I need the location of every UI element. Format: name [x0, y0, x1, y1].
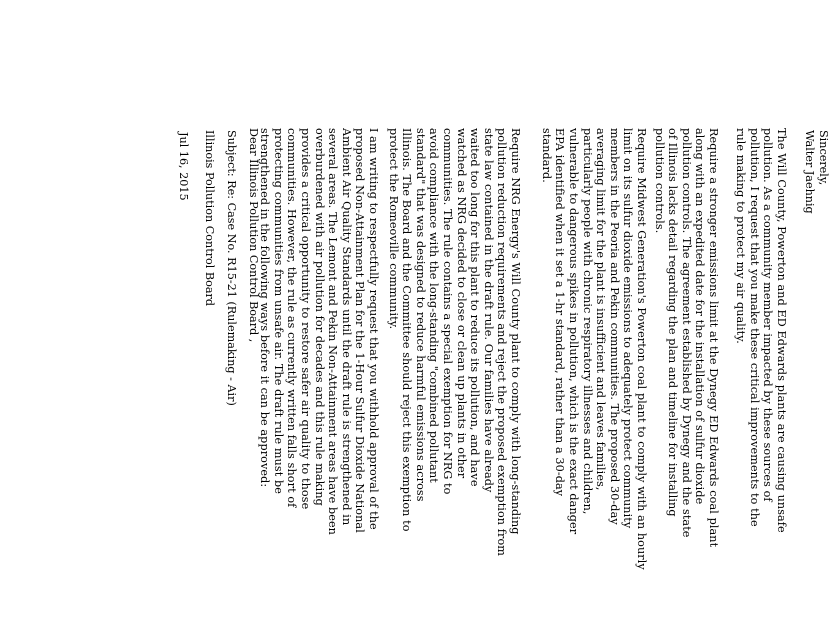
- paragraph-line: standard" that was designed to reduce harmful emissions across: [413, 128, 427, 502]
- recipient-text: Illinois Pollution Control Board: [203, 130, 216, 307]
- paragraph-line: pollution controls. The agreement established by Dynegy and the state: [679, 128, 693, 538]
- salutation-text: Dear Illinois Pollution Control Board ,: [247, 128, 260, 343]
- paragraph-line: Require Midwest Generation's Powerton coal plant to comply with an hourly: [635, 128, 648, 570]
- paragraph-line: pollution. As a community member impacted by these sources of: [761, 128, 775, 502]
- letter-recipient: [202, 130, 216, 306]
- paragraph-line: I am writing to respectfully request that you withhold approval of the: [367, 128, 380, 530]
- paragraph-intro: [258, 128, 380, 618]
- paragraph-line: pollution reduction requirements and reject the proposed exemption from: [495, 128, 509, 557]
- paragraph-line: several areas. The Lemont and Pekin Non-Attainment areas have been: [326, 128, 340, 535]
- paragraph-powerton: [539, 128, 648, 618]
- letter-date: [176, 132, 190, 201]
- paragraph-line: standard.: [539, 128, 553, 183]
- paragraph-line: The Will County, Powerton and ED Edwards plants are causing unsafe: [775, 128, 788, 533]
- paragraph-line: provides a critical opportunity to restore safer air quality to those: [299, 128, 313, 510]
- paragraph-ed-edwards: [652, 128, 720, 618]
- paragraph-line: protecting communities from unsafe air. The draft rule must be: [271, 128, 285, 494]
- paragraph-line: avoid compliance with the long-standing "combined pollutant: [427, 128, 441, 483]
- paragraph-line: state law contained in the draft rule. Our families have already: [481, 128, 495, 493]
- paragraph-line: waited too long for this plant to reduce its pollution, and have: [468, 128, 482, 487]
- paragraph-line: of Illinois lacks detail regarding the plan and timeline for installing: [666, 128, 680, 517]
- paragraph-line: members in the Peoria and Pekin communities. The proposed 30-day: [607, 128, 621, 525]
- paragraph-line: communities. The rule contains a special exemption for NRG to: [441, 128, 455, 495]
- paragraph-line: particularly people with chronic respiratory illnesses and children,: [580, 128, 594, 515]
- paragraph-line: along with an expedited date for the installation of sulfur dioxide: [693, 128, 707, 505]
- subject-text: Subject: Re: Case No. R15-21 (Rulemaking - Air): [225, 130, 238, 406]
- closing-block: [803, 130, 830, 214]
- closing-text: Sincerely,: [817, 130, 830, 186]
- signature-text: Walter Jaehnig: [803, 130, 817, 214]
- paragraph-line: averaging limit for the plant is insufficient and leaves families,: [594, 128, 608, 491]
- paragraph-line: EPA identified when it set a 1-hr standard, rather than a 30-day: [553, 128, 567, 497]
- paragraph-nrg-will-county: [386, 128, 522, 618]
- date-text: Jul 16, 2015: [177, 132, 190, 201]
- paragraph-line: communities. However, the rule as currently written falls short of: [285, 128, 299, 508]
- paragraph-line: pollution, I request that you make these critical improvements to the: [747, 128, 761, 527]
- paragraph-line: strengthened in the following ways before it can be approved:: [258, 128, 272, 488]
- paragraph-line: Ambient Air Quality Standards until the draft rule is strengthened in: [339, 128, 353, 526]
- paragraph-line: proposed Non-Attainment Plan for the 1-Hour Sulfur Dioxide National: [353, 128, 367, 533]
- paragraph-line: watched as NRG decided to close or clean up plants in other: [454, 128, 468, 479]
- letter-subject: [224, 130, 238, 406]
- paragraph-line: Require NRG Energy's Will County plant to comply with long-standing: [509, 128, 522, 535]
- paragraph-line: overburdened with air pollution for decades and this rule making: [312, 128, 326, 506]
- paragraph-line: Require a stronger emissions limit at the Dynegy ED Edwards coal plant: [707, 128, 720, 548]
- paragraph-line: pollution controls.: [652, 128, 666, 234]
- paragraph-line: rule making to protect my air quality.: [734, 128, 748, 344]
- paragraph-line: limit on its sulfur dioxide emissions to adequately protect community: [621, 128, 635, 529]
- paragraph-line: protect the Romeoville community.: [386, 128, 400, 330]
- paragraph-line: Illinois. The Board and the Committee should reject this exemption to: [400, 128, 414, 532]
- paragraph-conclusion: [734, 128, 788, 618]
- paragraph-line: vulnerable to dangerous spikes in pollution, which is the exact danger: [567, 128, 581, 535]
